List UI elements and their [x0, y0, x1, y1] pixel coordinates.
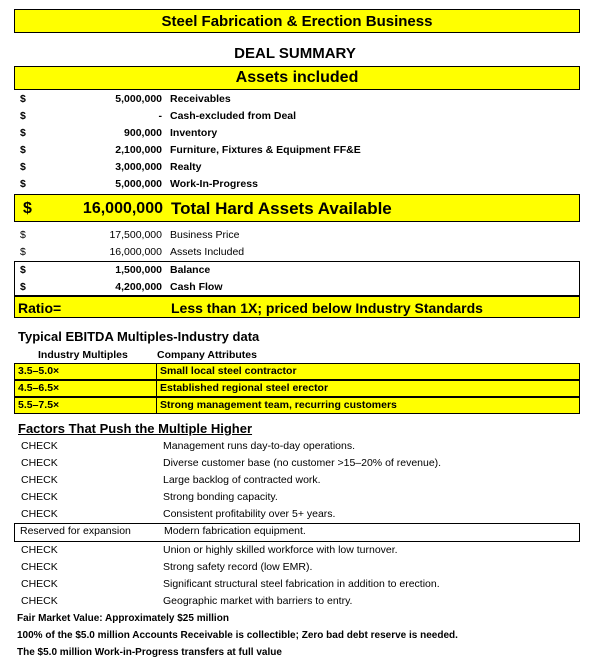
factor-text: Large backlog of contracted work. [163, 474, 321, 486]
wip-note: The $5.0 million Work-in-Progress transfers at full value [17, 647, 282, 658]
deal-summary-heading: DEAL SUMMARY [234, 45, 356, 62]
receivables-note: 100% of the $5.0 million Accounts Receivable is collectible; Zero bad debt reserve is needed. [17, 630, 458, 641]
asset-row [14, 177, 580, 194]
cash-flow-row [14, 280, 580, 297]
factor-check: CHECK [21, 457, 58, 469]
dollar-sign: $ [20, 127, 26, 139]
factor-text: Union or highly skilled workforce with low turnover. [163, 544, 398, 556]
dollar-sign: $ [23, 200, 32, 217]
asset-row [14, 92, 580, 109]
dollar-sign: $ [20, 178, 26, 190]
ebitda-heading: Typical EBITDA Multiples-Industry data [18, 329, 260, 344]
price-amount: 16,000,000 [109, 246, 162, 258]
dollar-sign: $ [20, 161, 26, 173]
factor-row-reserved [14, 523, 580, 542]
asset-row [14, 126, 580, 143]
factor-text: Significant structural steel fabrication in addition to erection. [163, 578, 440, 590]
asset-amount: 3,000,000 [115, 161, 162, 173]
multiple-range: 3.5–5.0× [18, 365, 60, 377]
multiple-row [14, 380, 580, 397]
price-row [14, 228, 580, 245]
factors-heading: Factors That Push the Multiple Higher [18, 421, 253, 436]
factor-check: CHECK [21, 440, 58, 452]
factor-row [14, 543, 580, 560]
ratio-key: Ratio= [18, 300, 62, 316]
cash-flow-label: Cash Flow [170, 281, 223, 293]
asset-row [14, 109, 580, 126]
price-label: Assets Included [170, 246, 245, 258]
factor-check: CHECK [21, 544, 58, 556]
factor-check: CHECK [21, 561, 58, 573]
company-attributes-header: Company Attributes [157, 349, 257, 361]
asset-label: Work-In-Progress [170, 178, 258, 190]
factor-check: CHECK [21, 491, 58, 503]
multiple-attribute: Strong management team, recurring customers [156, 398, 397, 413]
factor-row [14, 473, 580, 490]
factor-row [14, 507, 580, 524]
multiple-range: 4.5–6.5× [18, 382, 60, 394]
factor-text: Modern fabrication equipment. [164, 525, 306, 537]
multiple-attribute: Established regional steel erector [156, 381, 328, 396]
ratio-row [14, 296, 580, 318]
balance-label: Balance [170, 264, 211, 276]
asset-label: Furniture, Fixtures & Equipment FF&E [170, 144, 361, 156]
price-row [14, 245, 580, 262]
total-hard-assets-row [14, 194, 580, 222]
factor-check: CHECK [21, 508, 58, 520]
dollar-sign: $ [20, 264, 26, 276]
asset-label: Realty [170, 161, 202, 173]
factor-row [14, 560, 580, 577]
factor-text: Geographic market with barriers to entry. [163, 595, 353, 607]
price-label: Business Price [170, 229, 240, 241]
multiple-range: 5.5–7.5× [18, 399, 60, 411]
asset-amount: - [158, 110, 162, 122]
dollar-sign: $ [20, 246, 26, 258]
price-amount: 17,500,000 [109, 229, 162, 241]
multiple-row [14, 363, 580, 380]
asset-label: Receivables [170, 93, 231, 105]
factor-text: Diverse customer base (no customer >15–20% of revenue). [163, 457, 442, 469]
factor-text: Strong safety record (low EMR). [163, 561, 313, 573]
factor-text: Strong bonding capacity. [163, 491, 278, 503]
industry-multiples-header: Industry Multiples [38, 349, 128, 361]
factor-check: CHECK [21, 595, 58, 607]
asset-label: Inventory [170, 127, 218, 139]
multiple-row [14, 397, 580, 414]
factor-text: Management runs day-to-day operations. [163, 440, 356, 452]
asset-label: Cash-excluded from Deal [170, 110, 297, 122]
asset-row [14, 160, 580, 177]
cash-flow-amount: 4,200,000 [115, 281, 162, 293]
dollar-sign: $ [20, 144, 26, 156]
asset-amount: 900,000 [124, 127, 162, 139]
dollar-sign: $ [20, 93, 26, 105]
balance-amount: 1,500,000 [115, 264, 162, 276]
factor-row [14, 490, 580, 507]
factor-text: Consistent profitability over 5+ years. [163, 508, 336, 520]
multiple-attribute: Small local steel contractor [156, 364, 297, 379]
factor-check: CHECK [21, 578, 58, 590]
total-amount: 16,000,000 [82, 200, 163, 217]
dollar-sign: $ [20, 281, 26, 293]
ratio-value: Less than 1X; priced below Industry Standards [171, 300, 483, 316]
dollar-sign: $ [20, 110, 26, 122]
document-title: Steel Fabrication & Erection Business [14, 9, 580, 33]
factor-row [14, 594, 580, 611]
asset-amount: 2,100,000 [115, 144, 162, 156]
factor-reserved-label: Reserved for expansion [20, 525, 131, 537]
assets-included-header: Assets included [14, 66, 580, 90]
factor-row [14, 577, 580, 594]
total-label: Total Hard Assets Available [171, 199, 392, 218]
factor-check: CHECK [21, 474, 58, 486]
asset-row [14, 143, 580, 160]
factor-row [14, 439, 580, 456]
dollar-sign: $ [20, 229, 26, 241]
fair-market-value-note: Fair Market Value: Approximately $25 million [17, 613, 229, 624]
factor-row [14, 456, 580, 473]
balance-row [14, 263, 580, 280]
asset-amount: 5,000,000 [115, 178, 162, 190]
asset-amount: 5,000,000 [115, 93, 162, 105]
